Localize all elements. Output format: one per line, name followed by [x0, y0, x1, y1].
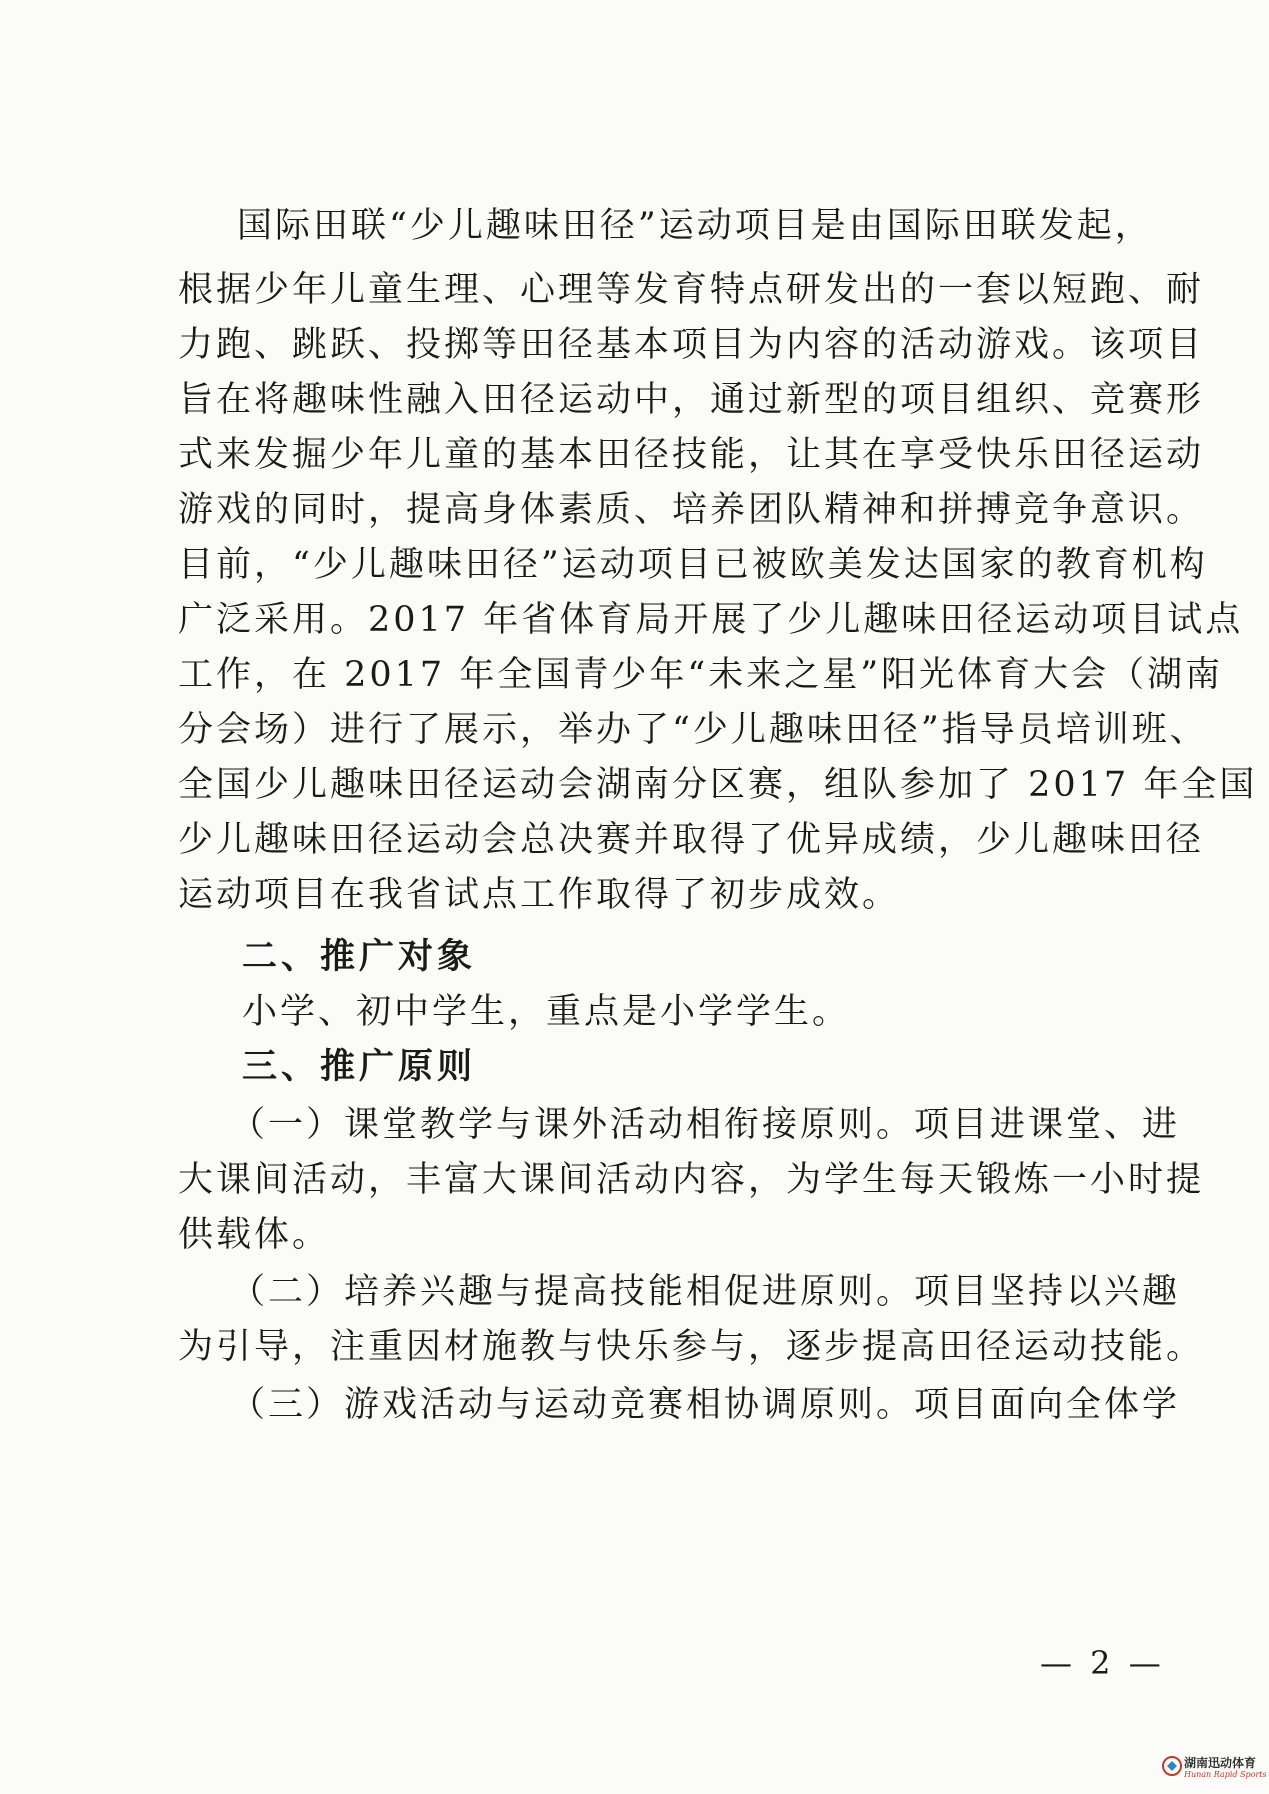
text-line: 目前，“少儿趣味田径”运动项目已被欧美发达国家的教育机构	[178, 545, 1208, 585]
text-line: 大课间活动，丰富大课间活动内容，为学生每天锻炼一小时提	[178, 1160, 1205, 1200]
text-line: （一）课堂教学与课外活动相衔接原则。项目进课堂、进	[230, 1105, 1181, 1145]
section-heading: 二、推广对象	[242, 937, 477, 977]
page-number: — 2 —	[1040, 1644, 1165, 1682]
text-line: 广泛采用。2017 年省体育局开展了少儿趣味田径运动项目试点	[178, 600, 1244, 640]
text-line: （三）游戏活动与运动竞赛相协调原则。项目面向全体学	[230, 1385, 1181, 1425]
watermark-name: 湖南迅动体育	[1184, 1756, 1257, 1770]
text-line: 为引导，注重因材施教与快乐参与，逐步提高田径运动技能。	[178, 1327, 1205, 1367]
watermark-subtitle: Hunan Rapid Sports	[1184, 1770, 1267, 1779]
text-line: 力跑、跳跃、投掷等田径基本项目为内容的活动游戏。该项目	[178, 325, 1205, 365]
text-line: 少儿趣味田径运动会总决赛并取得了优异成绩，少儿趣味田径	[178, 820, 1205, 860]
text-line: （二）培养兴趣与提高技能相促进原则。项目坚持以兴趣	[230, 1272, 1181, 1312]
text-line: 旨在将趣味性融入田径运动中，通过新型的项目组织、竞赛形	[178, 380, 1205, 420]
text-line: 分会场）进行了展示，举办了“少儿趣味田径”指导员培训班、	[178, 710, 1208, 750]
text-line: 根据少年儿童生理、心理等发育特点研发出的一套以短跑、耐	[178, 270, 1205, 310]
text-line: 全国少儿趣味田径运动会湖南分区赛，组队参加了 2017 年全国	[178, 765, 1258, 805]
brand-logo-icon	[1162, 1756, 1182, 1776]
watermark	[1162, 1752, 1267, 1786]
text-line: 供载体。	[178, 1215, 331, 1255]
text-line: 运动项目在我省试点工作取得了初步成效。	[178, 875, 901, 915]
text-line: 国际田联“少儿趣味田径”运动项目是由国际田联发起，	[237, 206, 1153, 246]
text-line: 游戏的同时，提高身体素质、培养团队精神和拼搏竞争意识。	[178, 490, 1205, 530]
section-heading: 三、推广原则	[242, 1047, 477, 1087]
text-line: 小学、初中学生，重点是小学学生。	[242, 992, 851, 1032]
text-line: 工作，在 2017 年全国青少年“未来之星”阳光体育大会（湖南	[178, 655, 1224, 695]
text-line: 式来发掘少年儿童的基本田径技能，让其在享受快乐田径运动	[178, 435, 1205, 475]
